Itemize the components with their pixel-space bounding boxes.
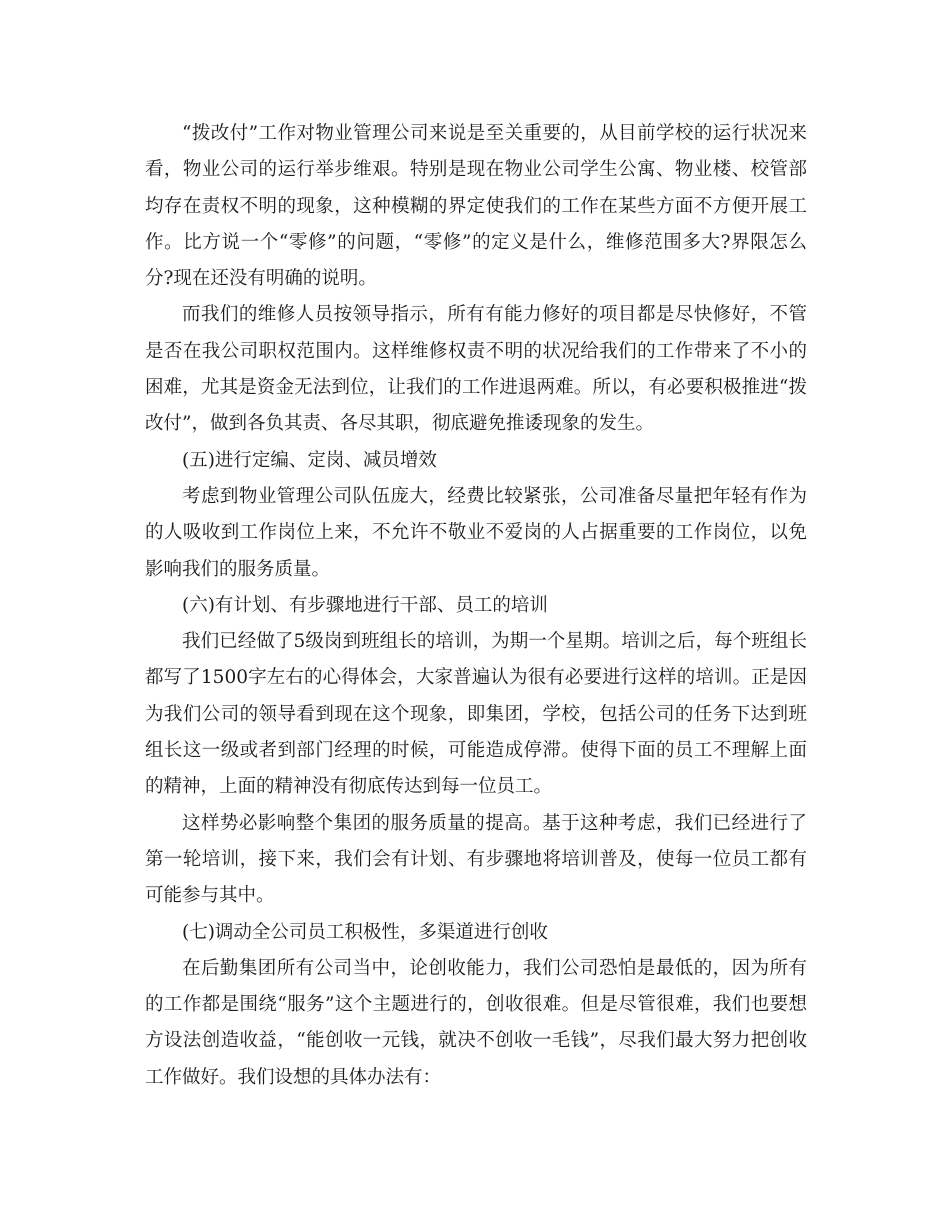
- paragraph-maintenance-responsibility: 而我们的维修人员按领导指示，所有有能力修好的项目都是尽快修好，不管是否在我公司职权范围内。这样维修权责不明的状况给我们的工作带来了不小的困难，尤其是资金无法到位，让我们的工作进退两难。所以，有必要积极推进“拨改付”，做到各负其责、各尽其职，彻底避免推诿现象的发生。: [145, 304, 807, 435]
- section-heading-6: (六)有计划、有步骤地进行干部、员工的培训: [182, 594, 548, 616]
- document-page: [145, 116, 807, 1096]
- paragraph-training: 我们已经做了5级岗到班组长的培训，为期一个星期。培训之后，每个班组长都写了1500字左右的心得体会，大家普遍认为很有必要进行这样的培训。正是因为我们公司的领导看到现在这个现象，即集团，学校，包括公司的任务下达到班组长这一级或者到部门经理的时候，可能造成停滞。使得下面的员工不理解上面的精神，上面的精神没有彻底传达到每一位员工。: [145, 631, 807, 798]
- section-heading-5: (五)进行定编、定岗、减员增效: [182, 449, 437, 471]
- paragraph-bogaifu-importance: “拨改付”工作对物业管理公司来说是至关重要的，从目前学校的运行状况来看，物业公司的运行举步维艰。特别是现在物业公司学生公寓、物业楼、校管部均存在责权不明的现象，这种模糊的界定使我们的工作在某些方面不方便开展工作。比方说一个“零修”的问题，“零修”的定义是什么，维修范围多大?界限怎么分?现在还没有明确的说明。: [145, 123, 807, 290]
- paragraph-service-quality: 这样势必影响整个集团的服务质量的提高。基于这种考虑，我们已经进行了第一轮培训，接下来，我们会有计划、有步骤地将培训普及，使每一位员工都有可能参与其中。: [145, 812, 807, 907]
- section-heading-7: (七)调动全公司员工积极性，多渠道进行创收: [182, 921, 548, 943]
- paragraph-revenue: 在后勤集团所有公司当中，论创收能力，我们公司恐怕是最低的，因为所有的工作都是围绕“服务”这个主题进行的，创收很难。但是尽管很难，我们也要想方设法创造收益，“能创收一元钱，就决不创收一毛钱”，尽我们最大努力把创收工作做好。我们设想的具体办法有：: [145, 957, 807, 1088]
- paragraph-staffing: 考虑到物业管理公司队伍庞大，经费比较紧张，公司准备尽量把年轻有作为的人吸收到工作岗位上来，不允许不敬业不爱岗的人占据重要的工作岗位，以免影响我们的服务质量。: [145, 485, 807, 580]
